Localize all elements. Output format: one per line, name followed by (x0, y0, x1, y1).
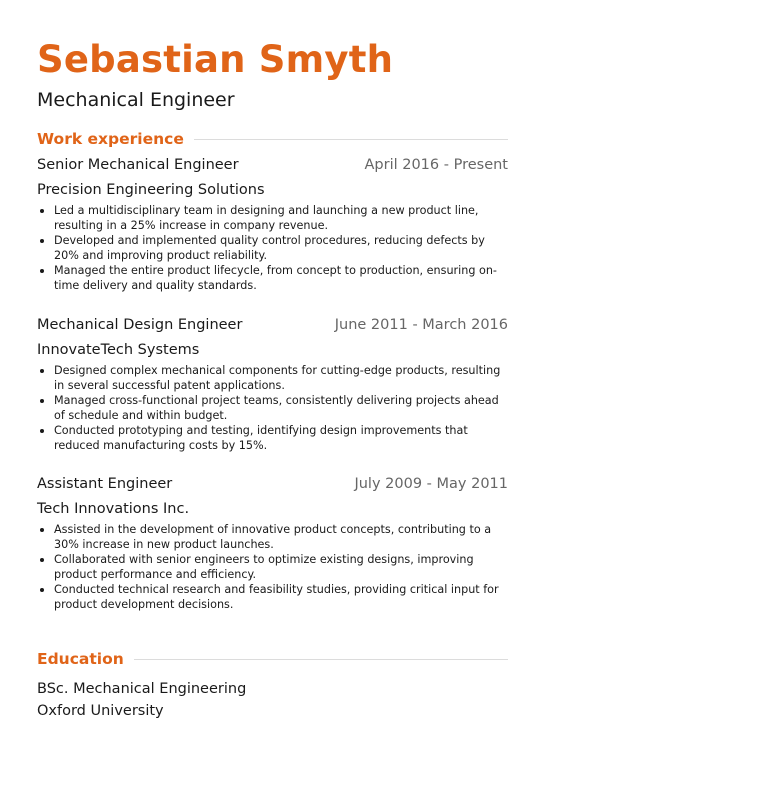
education-entry (37, 678, 508, 722)
candidate-name: Sebastian Smyth (37, 38, 394, 81)
job-company: Precision Engineering Solutions (37, 182, 265, 198)
job-company: Tech Innovations Inc. (37, 501, 190, 517)
job-entry (37, 157, 508, 293)
job-dates: April 2016 - Present (364, 157, 508, 173)
job-entry (37, 317, 508, 453)
job-bullet: Conducted technical research and feasibility studies, providing critical input for product development decisions. (37, 582, 508, 612)
job-bullets (37, 203, 508, 293)
education-degree: BSc. Mechanical Engineering (37, 681, 247, 697)
job-role: Assistant Engineer (37, 476, 173, 492)
job-bullets (37, 522, 508, 612)
job-bullet: Conducted prototyping and testing, identifying design improvements that reduced manufacturing costs by 15%. (37, 423, 508, 453)
job-bullets (37, 363, 508, 453)
education-heading (37, 650, 508, 668)
job-bullet: Managed the entire product lifecycle, from concept to production, ensuring on-time delivery and quality standards. (37, 263, 508, 293)
job-dates: June 2011 - March 2016 (334, 317, 508, 333)
work-experience-label: Work experience (37, 130, 184, 148)
section-divider (194, 139, 508, 140)
job-dates: July 2009 - May 2011 (354, 476, 508, 492)
job-bullet: Collaborated with senior engineers to optimize existing designs, improving product performance and efficiency. (37, 552, 508, 582)
job-bullet: Led a multidisciplinary team in designing and launching a new product line, resulting in a 25% increase in company revenue. (37, 203, 508, 233)
job-bullet: Developed and implemented quality control procedures, reducing defects by 20% and improving product reliability. (37, 233, 508, 263)
education-school: Oxford University (37, 703, 164, 719)
education-label: Education (37, 650, 124, 668)
job-bullet: Managed cross-functional project teams, consistently delivering projects ahead of schedule and within budget. (37, 393, 508, 423)
job-bullet: Assisted in the development of innovative product concepts, contributing to a 30% increase in new product launches. (37, 522, 508, 552)
work-experience-heading (37, 130, 508, 148)
job-entry (37, 476, 508, 612)
section-divider (134, 659, 508, 660)
job-role: Senior Mechanical Engineer (37, 157, 239, 173)
candidate-title: Mechanical Engineer (37, 89, 235, 111)
job-company: InnovateTech Systems (37, 342, 200, 358)
job-role: Mechanical Design Engineer (37, 317, 243, 333)
job-bullet: Designed complex mechanical components for cutting-edge products, resulting in several successful patent applications. (37, 363, 508, 393)
